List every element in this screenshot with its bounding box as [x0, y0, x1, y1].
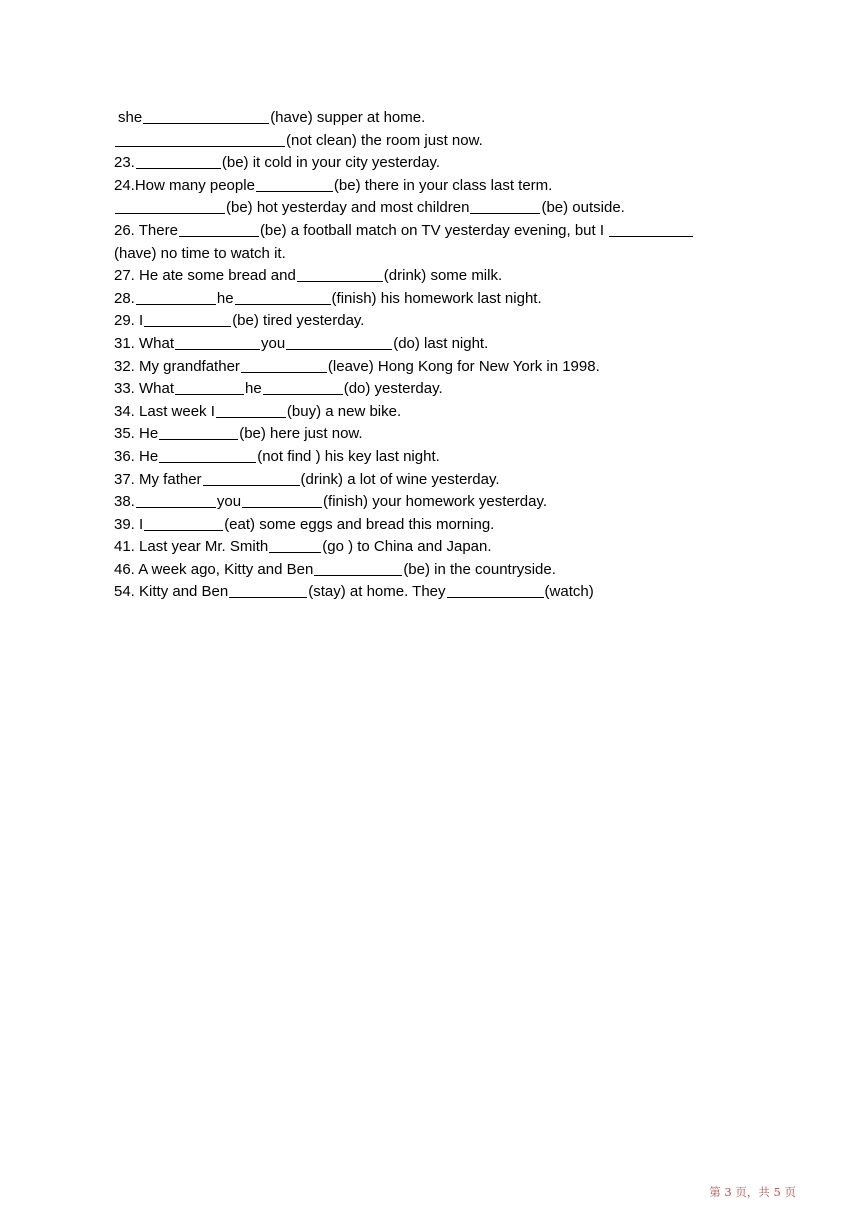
- exercise-line: [114, 107, 764, 130]
- answer-blank[interactable]: [159, 447, 256, 463]
- exercise-line: [114, 130, 764, 153]
- line-text: (have) no time to watch it.: [114, 244, 286, 262]
- exercise-line: [114, 220, 764, 243]
- line-text: he: [216, 289, 234, 307]
- line-text: (be) there in your class last term.: [333, 176, 553, 194]
- exercise-line: [114, 197, 764, 220]
- answer-blank[interactable]: [159, 424, 238, 440]
- line-text: (stay) at home. They: [308, 583, 446, 601]
- line-text: 32. My grandfather: [114, 357, 240, 375]
- exercise-line: [114, 423, 764, 446]
- line-text: you: [216, 493, 242, 511]
- line-text: (be) a football match on TV yesterday evening, but I: [259, 221, 605, 239]
- line-text: (drink) a lot of wine yesterday.: [300, 470, 500, 488]
- answer-blank[interactable]: [203, 470, 300, 486]
- line-text: (not clean) the room just now.: [286, 131, 483, 149]
- line-text: (do) last night.: [393, 334, 489, 352]
- answer-blank[interactable]: [136, 289, 216, 305]
- line-text: 29. I: [114, 312, 144, 330]
- exercise-line: [114, 265, 764, 288]
- exercise-list: [114, 107, 764, 604]
- line-text: 26. There: [114, 221, 178, 239]
- line-text: 36. He: [114, 447, 159, 465]
- exercise-line: [114, 333, 764, 356]
- line-text: 37. My father: [114, 470, 202, 488]
- line-text: (drink) some milk.: [383, 267, 503, 285]
- answer-blank[interactable]: [115, 198, 225, 214]
- exercise-line: [114, 310, 764, 333]
- line-text: 33. What: [114, 380, 175, 398]
- exercise-line: [114, 536, 764, 559]
- line-text: (finish) your homework yesterday.: [323, 493, 548, 511]
- line-text: (leave) Hong Kong for New York in 1998.: [327, 357, 600, 375]
- line-text: 31. What: [114, 334, 175, 352]
- line-text: 35. He: [114, 425, 159, 443]
- answer-blank[interactable]: [235, 289, 331, 305]
- answer-blank[interactable]: [241, 357, 327, 373]
- line-text: (have) supper at home.: [270, 109, 426, 126]
- exercise-line: [114, 581, 764, 604]
- exercise-line: [114, 152, 764, 175]
- line-text: 46. A week ago, Kitty and Ben: [114, 560, 314, 578]
- answer-blank[interactable]: [175, 379, 244, 395]
- line-text: 41. Last year Mr. Smith: [114, 538, 269, 556]
- line-text: (be) outside.: [541, 199, 625, 217]
- line-text: 38.: [114, 493, 135, 511]
- exercise-line: [114, 378, 764, 401]
- line-text: (be) tired yesterday.: [232, 312, 365, 330]
- exercise-line: [114, 514, 764, 537]
- line-text: (not find ) his key last night.: [257, 447, 440, 465]
- line-text: 24.How many people: [114, 176, 255, 194]
- answer-blank[interactable]: [179, 221, 259, 237]
- exercise-line: [114, 288, 764, 311]
- line-text: (be) hot yesterday and most children: [226, 199, 470, 217]
- answer-blank[interactable]: [136, 492, 216, 508]
- answer-blank[interactable]: [229, 582, 307, 598]
- exercise-line: [114, 446, 764, 469]
- answer-blank[interactable]: [136, 153, 221, 169]
- answer-blank[interactable]: [609, 221, 693, 237]
- line-text: (watch): [544, 583, 594, 601]
- line-text: (eat) some eggs and bread this morning.: [224, 515, 495, 533]
- line-text: (go ) to China and Japan.: [322, 538, 492, 556]
- line-text: (finish) his homework last night.: [331, 289, 542, 307]
- line-text: 39. I: [114, 515, 144, 533]
- exercise-line: [114, 559, 764, 582]
- answer-blank[interactable]: [447, 582, 544, 598]
- line-text: you: [261, 334, 286, 352]
- answer-blank[interactable]: [175, 334, 260, 350]
- answer-blank[interactable]: [115, 131, 285, 147]
- line-text: (do) yesterday.: [343, 380, 443, 398]
- exercise-line: [114, 356, 764, 379]
- line-text: (be) in the countryside.: [403, 560, 556, 578]
- exercise-line: [114, 401, 764, 424]
- answer-blank[interactable]: [144, 515, 223, 531]
- answer-blank[interactable]: [297, 266, 383, 282]
- answer-blank[interactable]: [314, 560, 402, 576]
- line-text: 34. Last week I: [114, 402, 215, 420]
- line-text: (be) it cold in your city yesterday.: [221, 154, 440, 172]
- answer-blank[interactable]: [263, 379, 343, 395]
- answer-blank[interactable]: [216, 402, 286, 418]
- line-text: 54. Kitty and Ben: [114, 583, 229, 601]
- line-text: 27. He ate some bread and: [114, 267, 296, 285]
- exercise-line: [114, 469, 764, 492]
- answer-blank[interactable]: [286, 334, 392, 350]
- line-text: (be) here just now.: [239, 425, 363, 443]
- answer-blank[interactable]: [242, 492, 322, 508]
- answer-blank[interactable]: [256, 176, 333, 192]
- answer-blank[interactable]: [143, 108, 269, 124]
- answer-blank[interactable]: [269, 537, 321, 553]
- answer-blank[interactable]: [144, 311, 231, 327]
- exercise-line: [114, 491, 764, 514]
- line-text: 28.: [114, 289, 135, 307]
- line-text: he: [245, 380, 262, 398]
- exercise-line: [114, 243, 764, 266]
- line-text: 23.: [114, 154, 135, 172]
- line-text: (buy) a new bike.: [286, 402, 402, 420]
- exercise-line: [114, 175, 764, 198]
- line-text: she: [118, 109, 143, 126]
- answer-blank[interactable]: [470, 198, 540, 214]
- page-number: 第 3 页，共 5 页: [709, 1185, 796, 1199]
